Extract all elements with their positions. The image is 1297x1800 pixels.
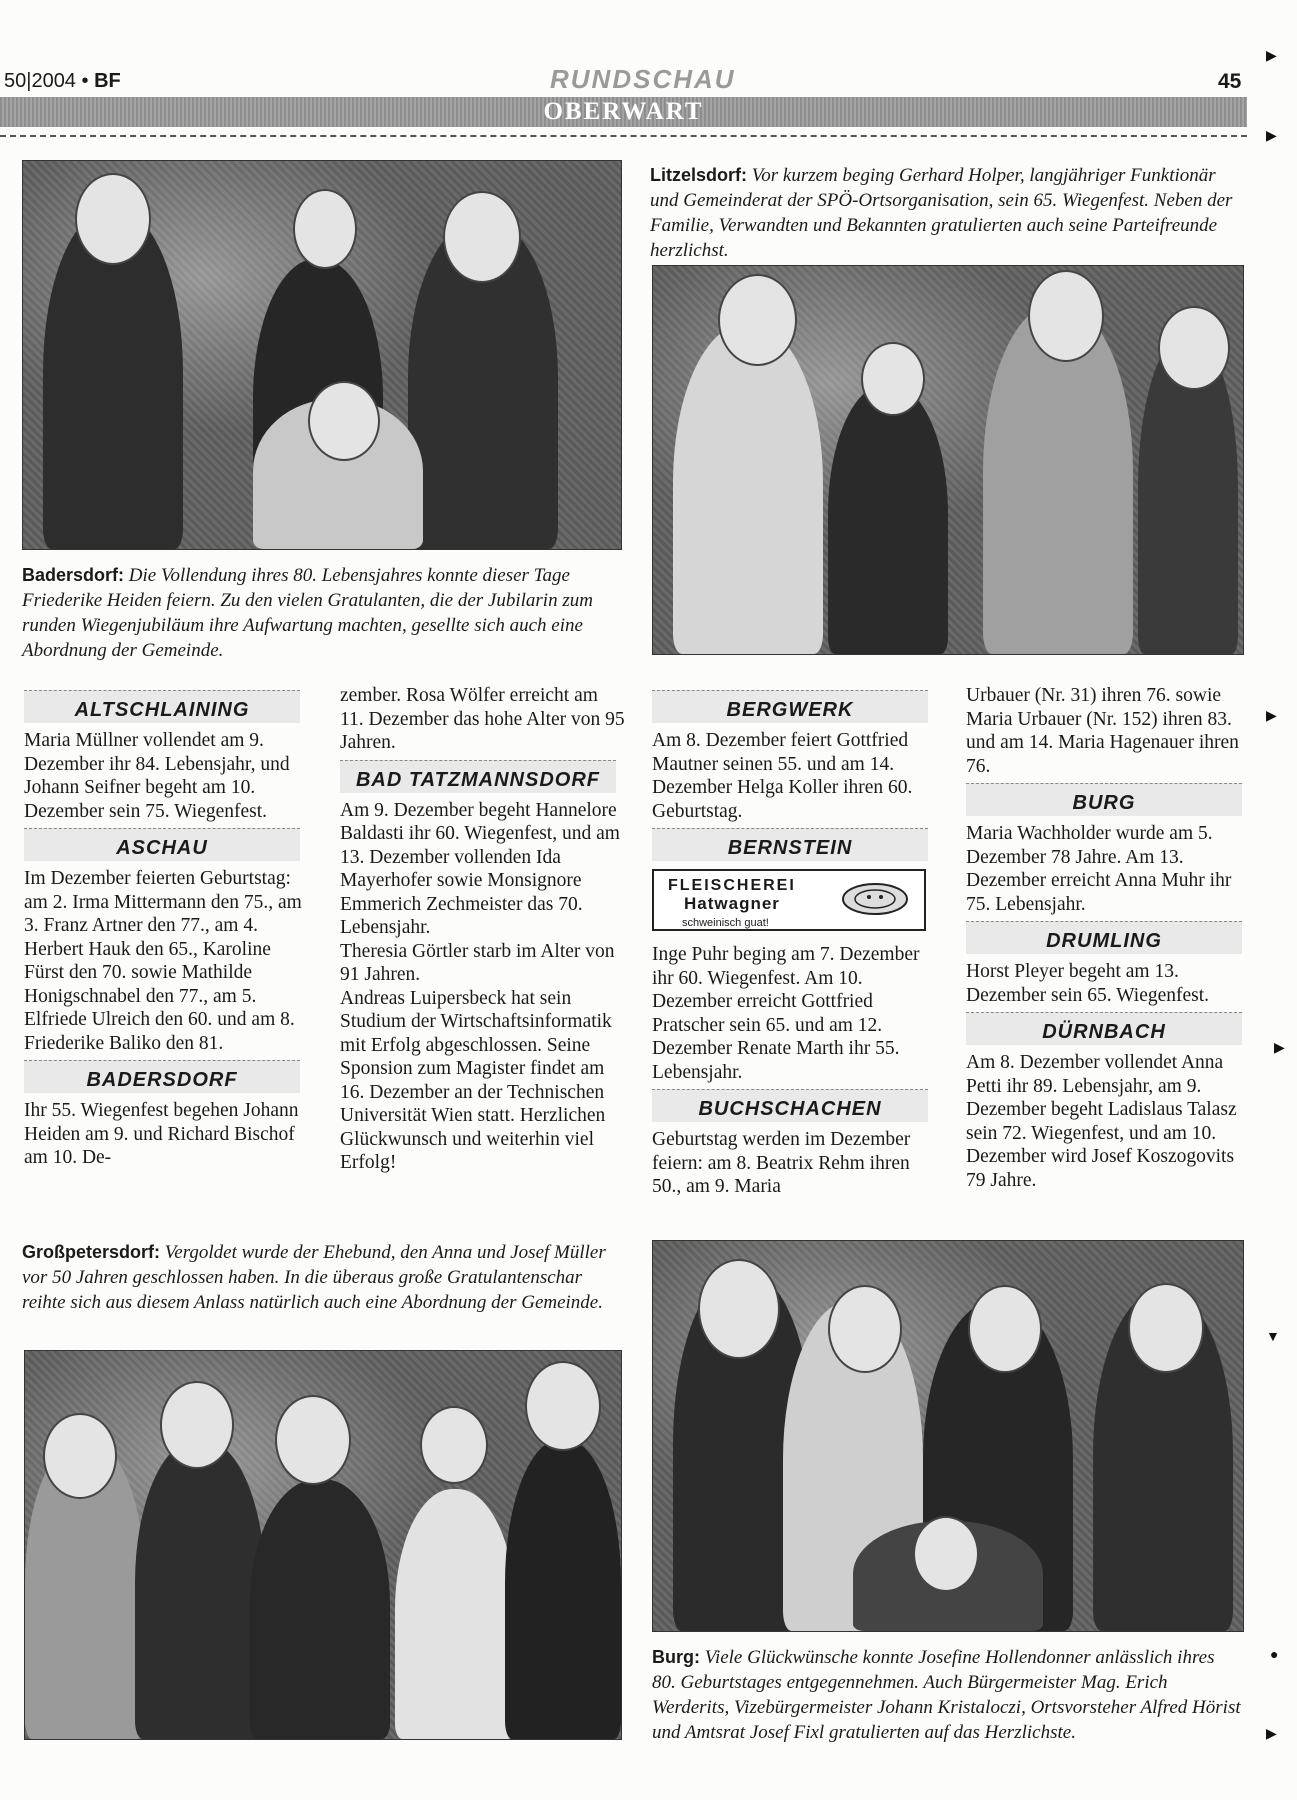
badersdorf-photo — [22, 160, 622, 550]
header-divider — [0, 135, 1247, 137]
burg-photo — [652, 1240, 1244, 1632]
column-1 — [24, 685, 309, 1170]
issue-bullet: • — [81, 70, 89, 92]
section-title: RUNDSCHAU — [550, 64, 736, 94]
section-heading-bad-tatzmannsdorf: BAD TATZMANNSDORF — [340, 760, 616, 793]
caption-text: Vor kurzem beging Gerhard Holper, langjähriger Funktionär und Gemeinderat der SPÖ-Ortsorganisation, sein 65. Wiegenfest. Neben der Familie, Verwandten und Bekannten gratulierten auch seine Parteifreunde herzlichst. — [650, 165, 1233, 261]
caption-place: Burg: — [652, 1647, 700, 1667]
caption-place: Litzelsdorf: — [650, 165, 747, 185]
section-text-badersdorf: Ihr 55. Wiegenfest begehen Johann Heiden am 9. und Richard Bischof am 10. De- — [24, 1100, 299, 1168]
caption-text: Vergoldet wurde der Ehebund, den Anna und Josef Müller vor 50 Jahren geschlossen haben. In die überaus große Gratulantenschar reihte sich aus diesem Anlass natürlich auch eine Abordnung der Gemeinde. — [22, 1242, 606, 1313]
section-text-buchschachen: Geburtstag werden im Dezember feiern: am 8. Beatrix Rehm ihren 50., am 9. Maria — [652, 1129, 911, 1197]
column-4 — [966, 684, 1251, 1192]
section-heading-duernbach: DÜRNBACH — [966, 1012, 1242, 1045]
margin-mark-icon: ▶ — [1266, 1727, 1277, 1742]
section-text-altschlaining: Maria Müllner vollendet am 9. Dezember ihr 84. Lebensjahr, und Johann Seifner begeht am 10. Dezember sein 75. Wiegenfest. — [24, 730, 290, 822]
magazine-abbrev: BF — [94, 70, 121, 92]
section-text-paragraph: Theresia Görtler starb im Alter von 91 Jahren. — [340, 940, 615, 985]
margin-mark-icon: ▶ — [1266, 129, 1277, 144]
section-text-bernstein: Inge Puhr beging am 7. Dezember ihr 60. Wiegenfest. Am 10. Dezember erreicht Gottfried Pratscher sein 65. und am 12. Dezember Renate Marth ihr 55. Lebensjahr. — [652, 944, 920, 1083]
margin-mark-icon: ▼ — [1266, 1330, 1280, 1345]
ad-line-1: FLEISCHEREI — [668, 877, 796, 894]
section-heading-altschlaining: ALTSCHLAINING — [24, 690, 300, 723]
issue-info — [4, 70, 121, 93]
section-heading-bergwerk: BERGWERK — [652, 690, 928, 723]
badersdorf-caption — [22, 563, 620, 663]
section-text-burg: Maria Wachholder wurde am 5. Dezember 78 Jahre. Am 13. Dezember erreicht Anna Muhr ihr 75. Lebensjahr. — [966, 823, 1232, 915]
caption-text: Viele Glückwünsche konnte Josefine Hollendonner anlässlich ihres 80. Geburtstages entgegennehmen. Auch Bürgermeister Mag. Erich Werderits, Vizebürgermeister Johann Kristaloczi, Ortsvorsteher Alfred Hörist und Amtsrat Josef Fixl gratulierten auf das Herzlichste. — [652, 1647, 1241, 1743]
section-text-drumling: Horst Pleyer begeht am 13. Dezember sein 65. Wiegenfest. — [966, 961, 1210, 1006]
column-2-lead: zember. Rosa Wölfer erreicht am 11. Dezember das hohe Alter von 95 Jahren. — [340, 685, 625, 753]
page-number: 45 — [1218, 70, 1242, 93]
litzelsdorf-caption — [650, 163, 1242, 263]
caption-text: Die Vollendung ihres 80. Lebensjahres konnte dieser Tage Friederike Heiden feiern. Zu den vielen Gratulanten, die der Jubilarin zum runden Wiegenjubiläum ihre Aufwartung machten, gesellte sich auch eine Abordnung der Gemeinde. — [22, 565, 593, 661]
caption-place: Großpetersdorf: — [22, 1242, 161, 1262]
column-3 — [652, 685, 937, 1199]
section-text-aschau: Im Dezember feierten Geburtstag: am 2. Irma Mittermann den 75., am 3. Franz Artner den 77., am 4. Herbert Hauk den 65., Karoline Fürst den 70. sowie Mathilde Honigschnabel den 77., am 5. Elfriede Ulreich den 60. und am 8. Friederike Baliko den 81. — [24, 868, 302, 1054]
section-heading-drumling: DRUMLING — [966, 921, 1242, 954]
section-text-duernbach: Am 8. Dezember vollendet Anna Petti ihr 89. Lebensjahr, am 9. Dezember begeht Ladislaus Talasz sein 72. Wiegenfest, und am 10. Dezember wird Josef Koszogovits 79 Jahre. — [966, 1052, 1237, 1191]
section-heading-badersdorf: BADERSDORF — [24, 1060, 300, 1093]
fleischerei-advertisement — [652, 869, 926, 931]
column-4-lead: Urbauer (Nr. 31) ihren 76. sowie Maria Urbauer (Nr. 152) ihren 83. und am 14. Maria Hagenauer ihren 76. — [966, 685, 1239, 777]
section-heading-aschau: ASCHAU — [24, 828, 300, 861]
section-text-paragraph: Andreas Luipersbeck hat sein Studium der Wirtschaftsinformatik mit Erfolg abgeschlossen. Seine Sponsion zum Magister findet am 16. Dezember an der Technischen Universität Wien statt. Herzlichen Glückwunsch und weiterhin viel Erfolg! — [340, 987, 612, 1173]
issue-number: 50|2004 — [4, 70, 76, 92]
burg-caption — [652, 1645, 1242, 1745]
grosspetersdorf-photo — [24, 1350, 622, 1740]
margin-mark-icon: ▶ — [1274, 1041, 1285, 1056]
ad-line-2: Hatwagner — [684, 894, 780, 913]
grosspetersdorf-caption — [22, 1240, 620, 1315]
litzelsdorf-photo — [652, 265, 1244, 655]
caption-place: Badersdorf: — [22, 565, 125, 585]
section-text-paragraph: Am 9. Dezember begeht Hannelore Baldasti ihr 60. Wiegenfest, und am 13. Dezember vollenden Ida Mayerhofer sowie Monsignore Emmerich Zechmeister das 70. Lebensjahr. — [340, 799, 620, 938]
pig-logo-icon — [840, 881, 910, 917]
margin-mark-icon: ▶ — [1266, 49, 1277, 64]
column-2 — [340, 684, 625, 1175]
margin-mark-icon: ▶ — [1266, 709, 1277, 724]
section-heading-burg: BURG — [966, 783, 1242, 816]
margin-mark-icon: ● — [1270, 1648, 1279, 1663]
section-text-bergwerk: Am 8. Dezember feiert Gottfried Mautner seinen 55. und am 14. Dezember Helga Koller ihren 60. Geburtstag. — [652, 730, 913, 822]
ad-slogan: schweinisch guat! — [682, 917, 769, 929]
section-heading-buchschachen: BUCHSCHACHEN — [652, 1089, 928, 1122]
region-title: OBERWART — [543, 98, 704, 125]
section-heading-bernstein: BERNSTEIN — [652, 828, 928, 861]
